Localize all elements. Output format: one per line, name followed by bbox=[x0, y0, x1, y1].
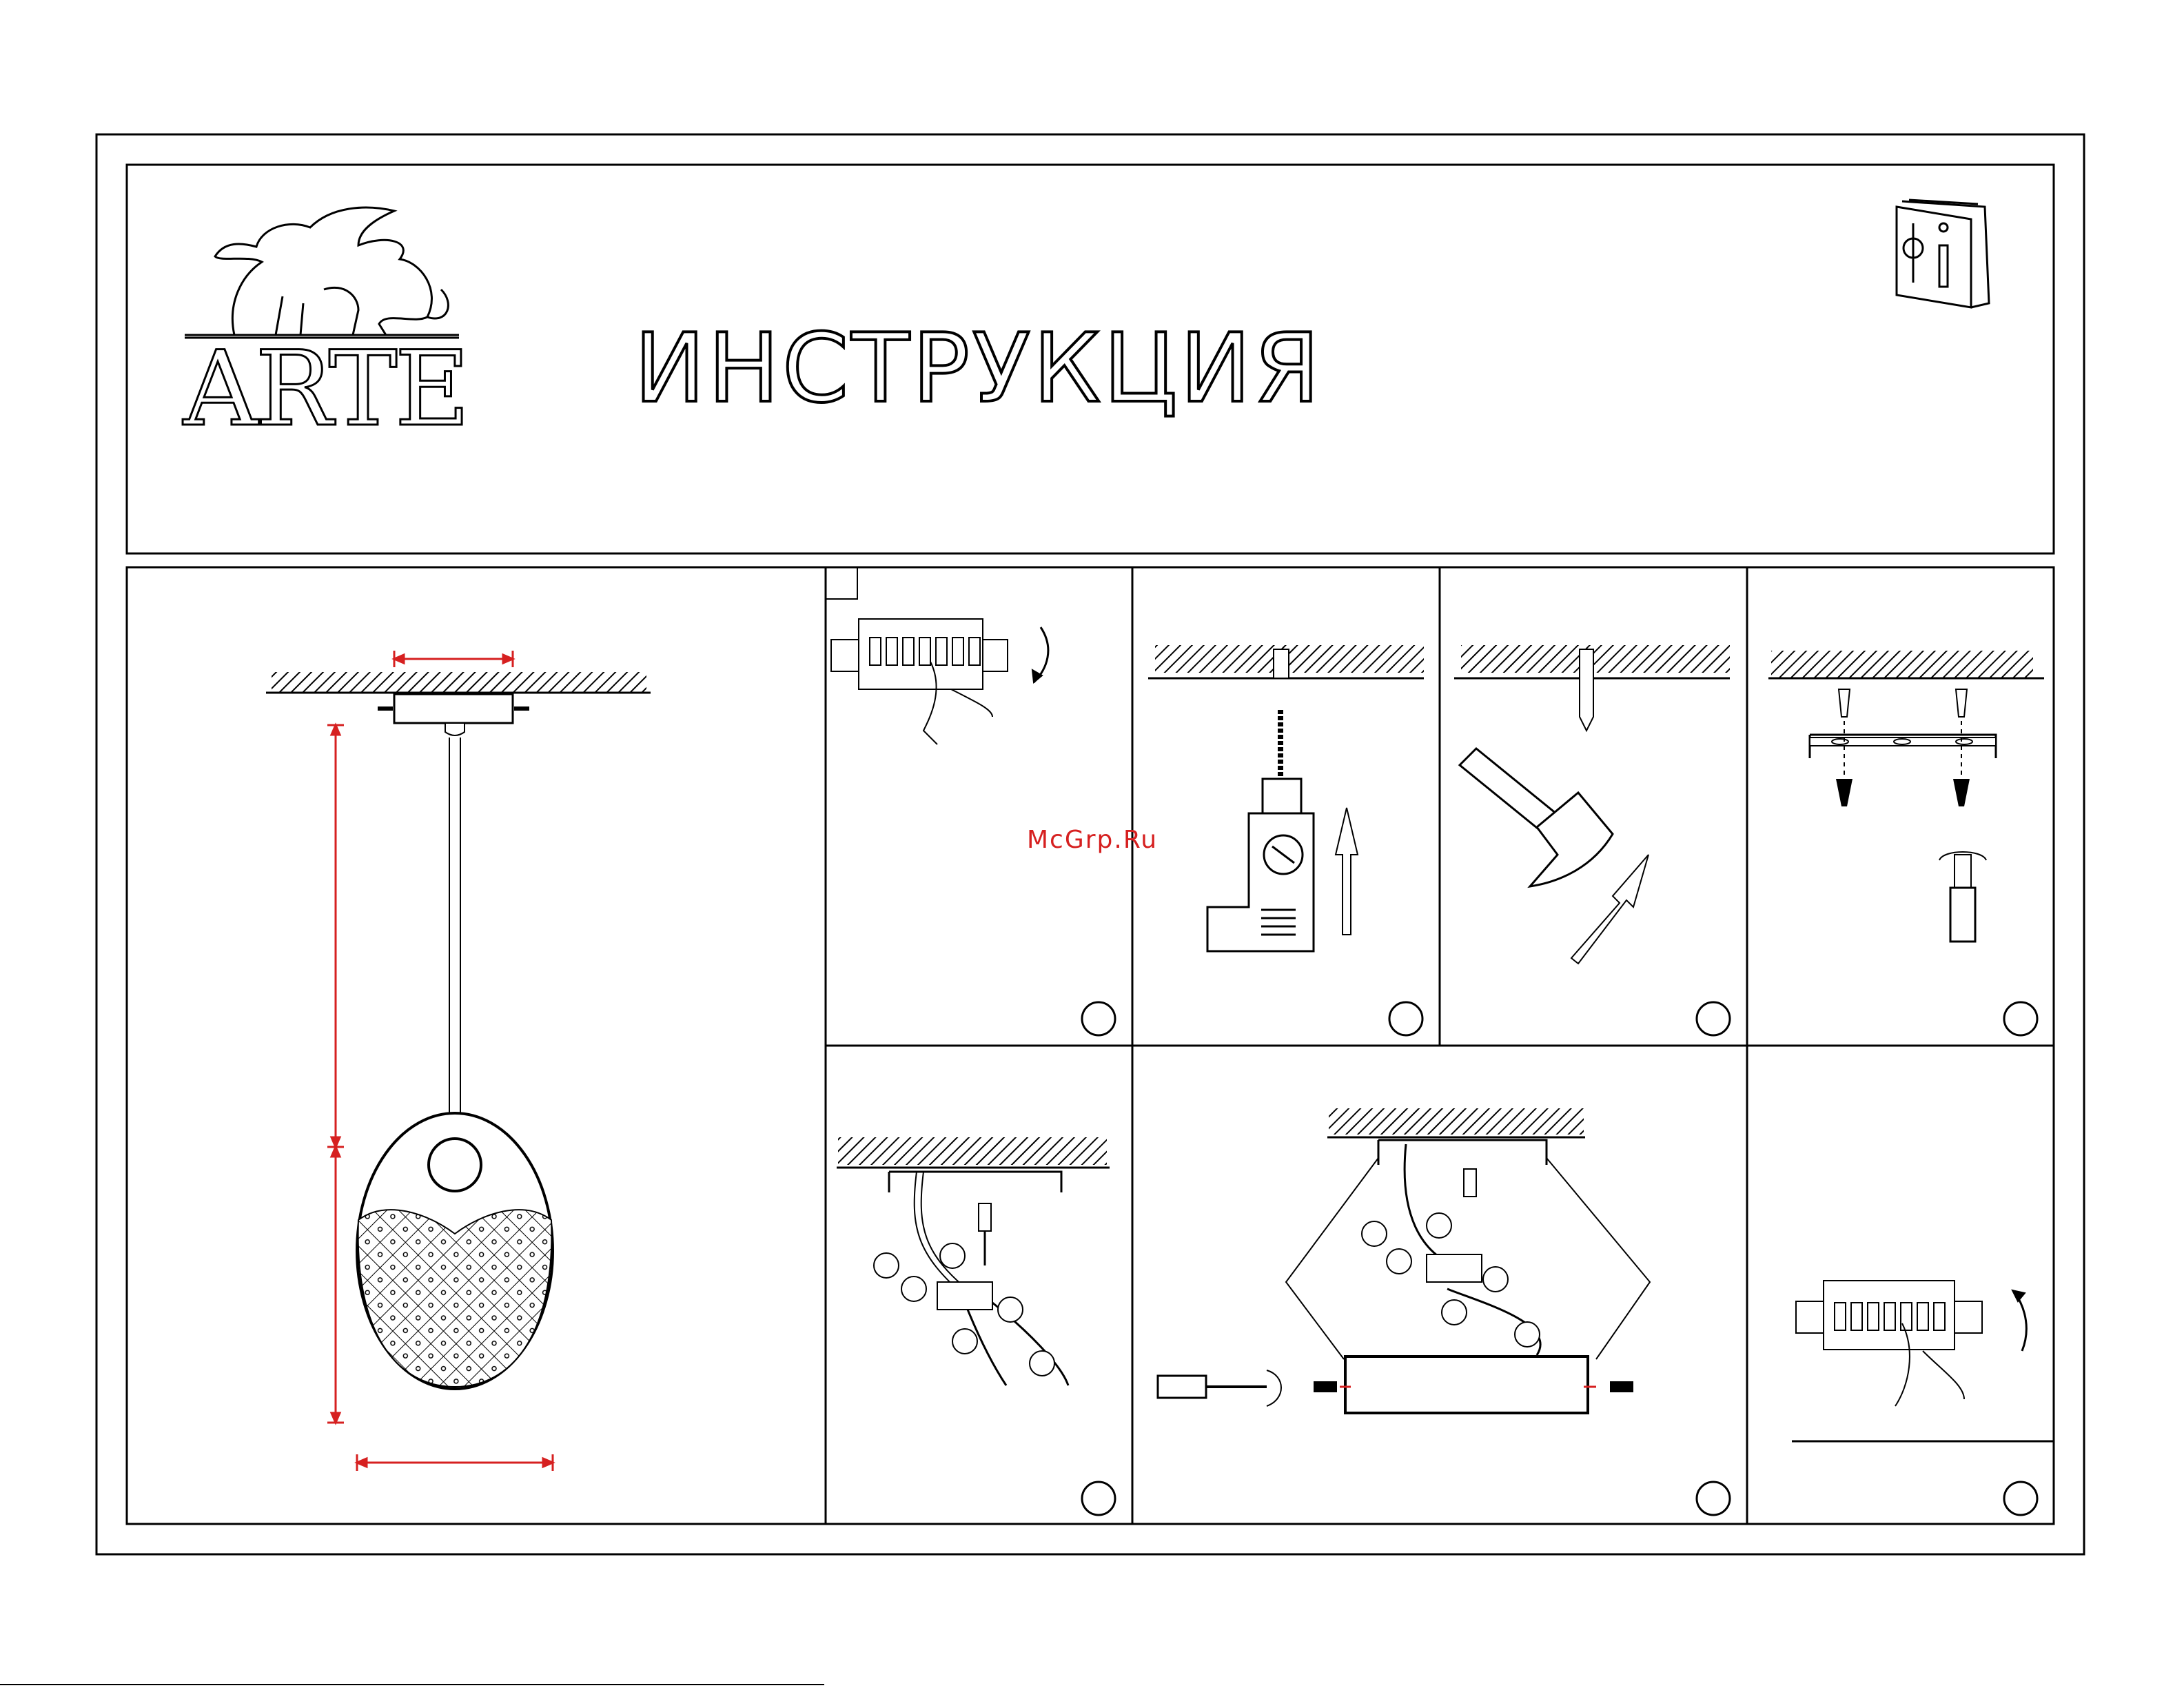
step-4-bracket bbox=[1768, 651, 2044, 942]
step-6-mounting bbox=[1158, 1108, 1650, 1413]
step-3-hammer bbox=[1454, 645, 1730, 964]
brand-name: ARTE bbox=[183, 329, 468, 449]
griffin-logo bbox=[185, 207, 459, 338]
step-2-drill bbox=[1148, 645, 1424, 951]
step-corner-box bbox=[826, 567, 857, 599]
step-5-wiring bbox=[837, 1137, 1110, 1385]
page-title: ИНСТРУКЦИЯ bbox=[634, 313, 1323, 424]
info-manual-icon bbox=[1897, 200, 1989, 307]
step-1-breaker-off bbox=[831, 619, 1048, 744]
pendant-overview bbox=[266, 651, 651, 1471]
watermark-link[interactable]: McGrp.Ru bbox=[1027, 826, 1159, 854]
step-number-circles bbox=[1082, 1002, 2037, 1515]
step-7-breaker-on bbox=[1796, 1281, 2026, 1406]
